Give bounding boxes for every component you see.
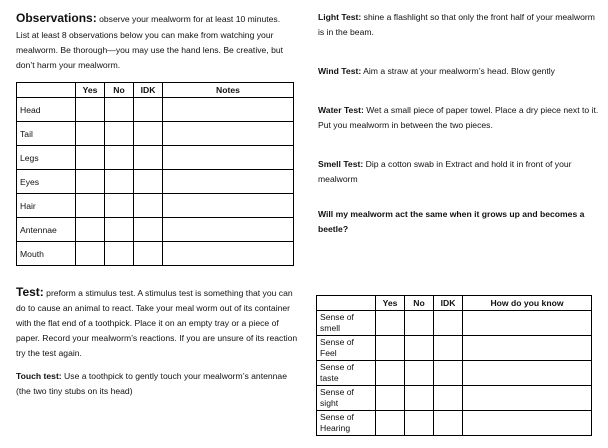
cell-yes[interactable] xyxy=(76,146,105,170)
senses-table xyxy=(316,295,592,436)
table-row xyxy=(317,311,592,336)
cell-notes[interactable] xyxy=(163,242,294,266)
observations-body: List at least 8 observations below you can make from watching your mealworm. Be thorough—you may use the hand lens. Be creative, but don’t harm your mealworm. xyxy=(16,30,284,70)
col-header-no: No xyxy=(105,83,134,98)
cell-idk[interactable] xyxy=(434,311,463,336)
table-row xyxy=(17,242,294,266)
cell-notes[interactable] xyxy=(163,218,294,242)
col-header-no: No xyxy=(405,296,434,311)
row-label-hair: Hair xyxy=(17,194,76,218)
cell-how[interactable] xyxy=(463,336,592,361)
light-test xyxy=(318,10,600,40)
cell-notes[interactable] xyxy=(163,146,294,170)
light-test-body: shine a flashlight so that only the front half of your mealworm is in the beam. xyxy=(318,12,595,37)
col-header-blank xyxy=(317,296,376,311)
senses-header-row xyxy=(317,296,592,311)
row-label-taste: Sense of taste xyxy=(317,361,376,386)
table-row xyxy=(317,336,592,361)
touch-test-body: Use a toothpick to gently touch your mealworm’s antennae (the two tiny stubs on its head) xyxy=(16,371,287,396)
row-label-feel: Sense of Feel xyxy=(317,336,376,361)
wind-test-body: Aim a straw at your mealworm’s head. Blow gently xyxy=(361,66,555,76)
col-header-notes: Notes xyxy=(163,83,294,98)
cell-no[interactable] xyxy=(405,361,434,386)
table-row xyxy=(17,194,294,218)
cell-no[interactable] xyxy=(105,98,134,122)
row-label-tail: Tail xyxy=(17,122,76,146)
cell-idk[interactable] xyxy=(134,122,163,146)
row-label-mouth: Mouth xyxy=(17,242,76,266)
test-section xyxy=(16,285,298,399)
row-label-hearing: Sense of Hearing xyxy=(317,411,376,436)
cell-idk[interactable] xyxy=(134,146,163,170)
row-label-legs: Legs xyxy=(17,146,76,170)
cell-no[interactable] xyxy=(105,194,134,218)
cell-yes[interactable] xyxy=(76,170,105,194)
smell-test-label: Smell Test: xyxy=(318,159,364,169)
smell-test xyxy=(318,157,600,187)
cell-yes[interactable] xyxy=(76,122,105,146)
cell-no[interactable] xyxy=(405,336,434,361)
col-header-yes: Yes xyxy=(376,296,405,311)
cell-no[interactable] xyxy=(105,218,134,242)
cell-yes[interactable] xyxy=(376,411,405,436)
cell-notes[interactable] xyxy=(163,98,294,122)
table-row xyxy=(17,122,294,146)
cell-yes[interactable] xyxy=(76,242,105,266)
cell-no[interactable] xyxy=(105,146,134,170)
cell-yes[interactable] xyxy=(76,194,105,218)
row-label-sight: Sense of sight xyxy=(317,386,376,411)
cell-no[interactable] xyxy=(105,170,134,194)
cell-idk[interactable] xyxy=(134,218,163,242)
cell-no[interactable] xyxy=(405,311,434,336)
stimulus-tests-section xyxy=(318,10,600,237)
cell-yes[interactable] xyxy=(376,386,405,411)
cell-idk[interactable] xyxy=(434,386,463,411)
cell-idk[interactable] xyxy=(134,194,163,218)
test-heading: Test: xyxy=(16,285,44,299)
cell-yes[interactable] xyxy=(376,311,405,336)
col-header-yes: Yes xyxy=(76,83,105,98)
table-row xyxy=(17,98,294,122)
cell-how[interactable] xyxy=(463,411,592,436)
row-label-smell: Sense of smell xyxy=(317,311,376,336)
wind-test xyxy=(318,64,600,79)
cell-yes[interactable] xyxy=(376,336,405,361)
smell-test-body: Dip a cotton swab in Extract and hold it in front of your mealworm xyxy=(318,159,572,184)
table-row xyxy=(317,361,592,386)
cell-how[interactable] xyxy=(463,386,592,411)
beetle-question: Will my mealworm act the same when it grows up and becomes a beetle? xyxy=(318,209,585,234)
observations-table xyxy=(16,82,294,266)
cell-idk[interactable] xyxy=(434,336,463,361)
cell-yes[interactable] xyxy=(376,361,405,386)
cell-how[interactable] xyxy=(463,311,592,336)
water-test-label: Water Test: xyxy=(318,105,364,115)
cell-no[interactable] xyxy=(105,122,134,146)
water-test xyxy=(318,103,600,133)
row-label-antennae: Antennae xyxy=(17,218,76,242)
cell-no[interactable] xyxy=(405,386,434,411)
table-row xyxy=(17,170,294,194)
water-test-body: Wet a small piece of paper towel. Place a dry piece next to it. Put you mealworm in between the two pieces. xyxy=(318,105,599,130)
col-header-blank xyxy=(17,83,76,98)
cell-yes[interactable] xyxy=(76,98,105,122)
table-row xyxy=(17,218,294,242)
cell-notes[interactable] xyxy=(163,170,294,194)
row-label-eyes: Eyes xyxy=(17,170,76,194)
cell-notes[interactable] xyxy=(163,122,294,146)
cell-no[interactable] xyxy=(405,411,434,436)
col-header-how-do-you-know: How do you know xyxy=(463,296,592,311)
col-header-idk: IDK xyxy=(134,83,163,98)
col-header-idk: IDK xyxy=(434,296,463,311)
cell-idk[interactable] xyxy=(434,361,463,386)
observations-section xyxy=(16,10,298,73)
cell-no[interactable] xyxy=(105,242,134,266)
wind-test-label: Wind Test: xyxy=(318,66,362,76)
cell-idk[interactable] xyxy=(134,242,163,266)
touch-test-label: Touch test: xyxy=(16,371,62,381)
observations-header-row xyxy=(17,83,294,98)
cell-idk[interactable] xyxy=(434,411,463,436)
cell-how[interactable] xyxy=(463,361,592,386)
cell-notes[interactable] xyxy=(163,194,294,218)
cell-yes[interactable] xyxy=(76,218,105,242)
table-row xyxy=(317,386,592,411)
observations-heading: Observations: xyxy=(16,11,97,25)
test-body: preform a stimulus test. A stimulus test is something that you can do to cause an animal to react. Take your meal worm out of its container with the flat end of a toothpick. Place it on an empty tray or a piece of paper. Record your mealworm’s reactions. If you are unsure of its reaction try the test again. xyxy=(16,288,298,358)
table-row xyxy=(317,411,592,436)
cell-idk[interactable] xyxy=(134,170,163,194)
table-row xyxy=(17,146,294,170)
cell-idk[interactable] xyxy=(134,98,163,122)
observations-intro: observe your mealworm for at least 10 minutes. xyxy=(96,14,281,24)
light-test-label: Light Test: xyxy=(318,12,362,22)
row-label-head: Head xyxy=(17,98,76,122)
